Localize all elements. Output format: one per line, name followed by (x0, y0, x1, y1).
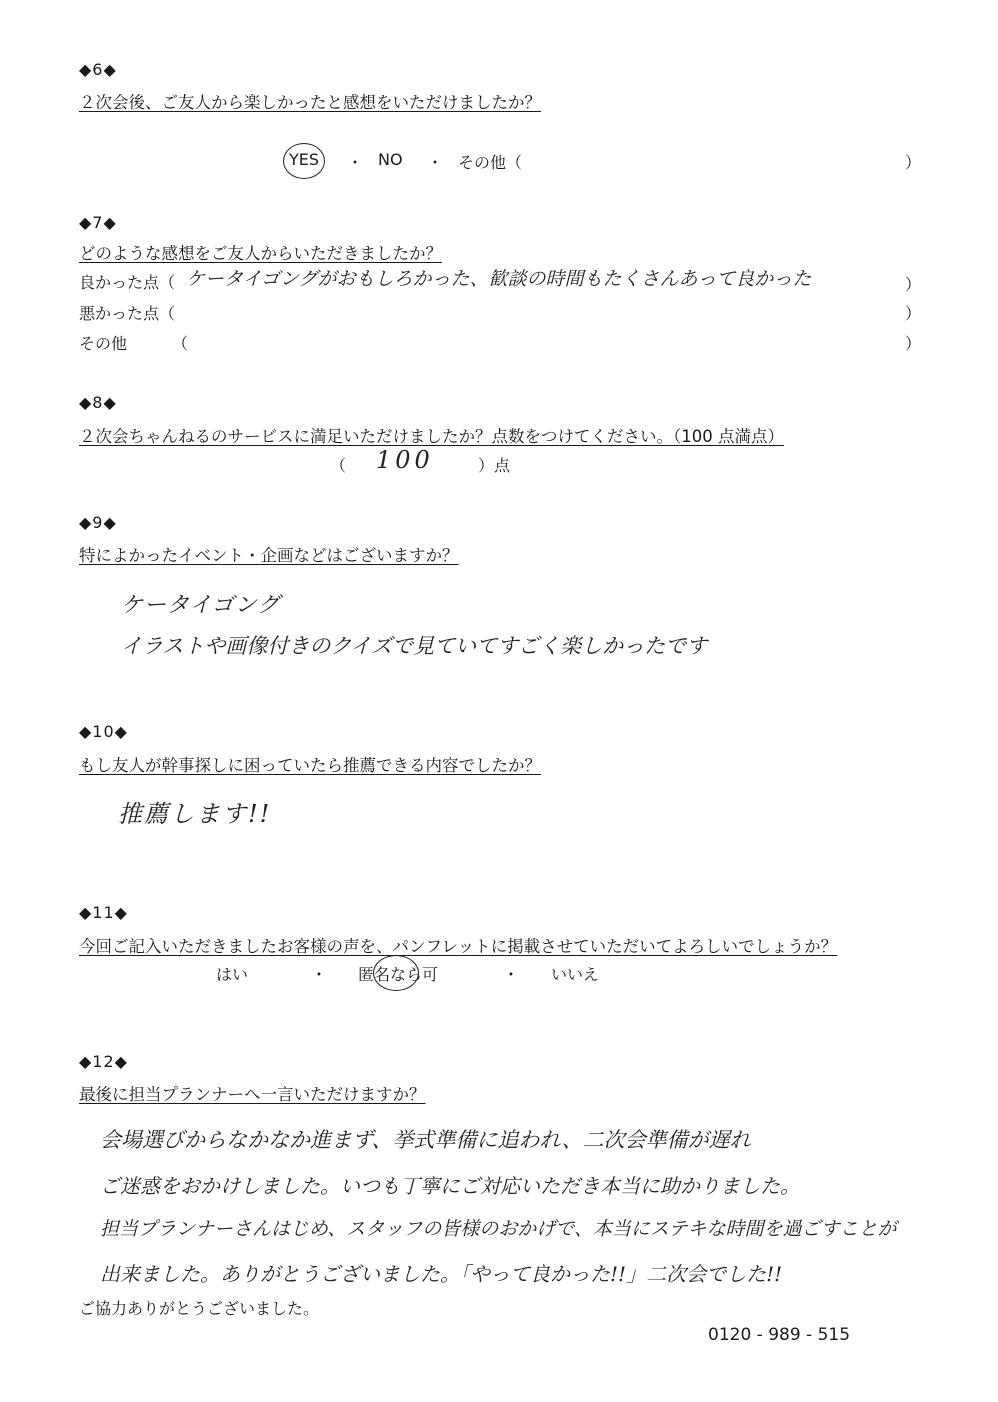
q7-open-paren: （ (172, 334, 189, 353)
q12-answer-line: ご迷惑をおかけしました。いつも丁寧にご対応いただき本当に助かりました。 (100, 1174, 800, 1198)
q8-close-suffix: ）点 (478, 456, 511, 475)
q9-answer-line: ケータイゴング (121, 593, 281, 618)
q12-answer-line: 会場選びからなかなか進まず、挙式準備に追われ、二次会準備が遅れ (100, 1128, 751, 1152)
q8-score: 100 (376, 446, 434, 474)
q8-open-paren: （ (330, 456, 347, 475)
q7-close-paren: ） (905, 334, 922, 353)
q6-separator: ・ (427, 153, 444, 172)
q7-good-answer: ケータイゴングがおもしろかった、歓談の時間もたくさんあって良かった (186, 268, 812, 290)
q11-separator: ・ (311, 965, 328, 984)
q10-question: もし友人が幹事探しに困っていたら推薦できる内容でしたか？ (79, 756, 541, 775)
q6-option-no: NO (378, 150, 403, 169)
q6-yes-circle-mark (283, 143, 325, 179)
q9-answer-line: イラストや画像付きのクイズで見ていてすごく楽しかったです (121, 634, 708, 658)
q7-other-label: その他 (79, 334, 128, 353)
q10-answer: 推薦します!! (118, 800, 272, 828)
q8-question: ２次会ちゃんねるのサービスに満足いただけましたか？点数をつけてください。（100 点満点） (79, 427, 784, 446)
q11-number: ◆11◆ (79, 903, 128, 922)
q7-close-paren: ） (905, 275, 922, 294)
q10-number: ◆10◆ (79, 722, 128, 741)
q7-question: どのような感想をご友人からいただきましたか？ (79, 244, 442, 263)
q6-option-other: その他（ (458, 153, 523, 172)
q6-separator: ・ (347, 153, 364, 172)
q9-number: ◆9◆ (79, 513, 117, 532)
q11-anonymous-circle-mark (373, 955, 419, 991)
q12-number: ◆12◆ (79, 1052, 128, 1071)
q7-close-paren: ） (905, 304, 922, 323)
q7-good-label: 良かった点（ (79, 273, 176, 292)
q11-option-anonymous: 匿名なら可 (358, 965, 439, 984)
q12-answer-line: 担当プランナーさんはじめ、スタッフの皆様のおかげで、本当にステキな時間を過ごすことが (100, 1218, 897, 1240)
q12-answer-line: 出来ました。ありがとうございました。「やって良かった!!」二次会でした!! (100, 1262, 783, 1286)
q12-question: 最後に担当プランナーへ一言いただけますか？ (79, 1085, 426, 1104)
phone-number: 0120 - 989 - 515 (708, 1325, 851, 1345)
q11-option-no: いいえ (551, 965, 600, 984)
q8-number: ◆8◆ (79, 393, 117, 412)
thanks-message: ご協力ありがとうございました。 (79, 1299, 320, 1318)
q11-separator: ・ (503, 965, 520, 984)
q7-bad-label: 悪かった点（ (79, 304, 176, 323)
q11-question: 今回ご記入いただきましたお客様の声を、パンフレットに掲載させていただいてよろしいでしょうか？ (79, 937, 838, 956)
q6-question: ２次会後、ご友人から楽しかったと感想をいただけましたか？ (79, 93, 541, 112)
q6-option-yes: YES (289, 150, 320, 169)
q9-question: 特によかったイベント・企画などはございますか？ (79, 546, 459, 565)
q7-number: ◆7◆ (79, 213, 117, 232)
q6-close-paren: ） (905, 153, 922, 172)
q11-option-yes: はい (216, 965, 249, 984)
q6-number: ◆6◆ (79, 60, 117, 79)
